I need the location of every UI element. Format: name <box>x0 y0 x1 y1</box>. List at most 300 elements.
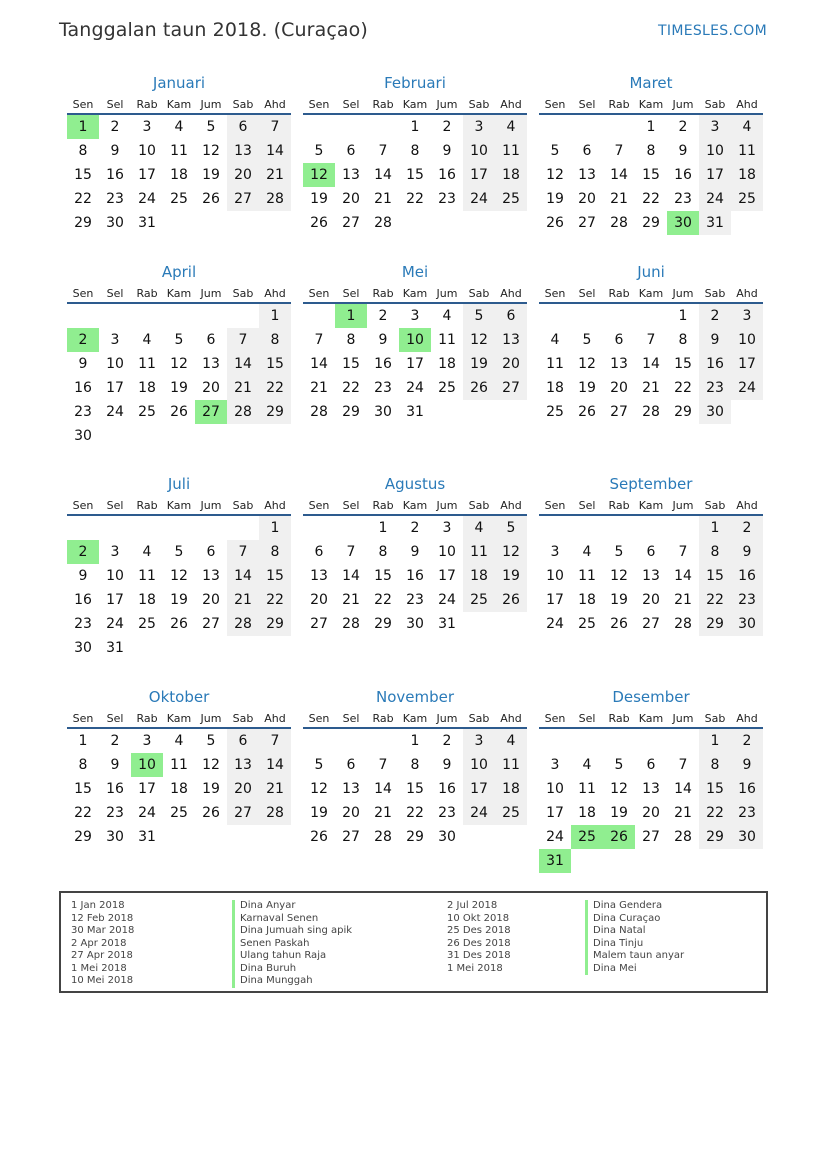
day-cell: 12 <box>495 540 527 564</box>
day-cell: 7 <box>259 729 291 753</box>
day-cell: 26 <box>610 616 628 632</box>
weekday-label: Kam <box>402 499 428 512</box>
day-cell: 13 <box>578 167 596 183</box>
day-cell: 11 <box>138 568 156 584</box>
day-cell: 22 <box>259 588 291 612</box>
day-cell: 25 <box>463 588 495 612</box>
empty-cell <box>131 516 163 540</box>
day-cell: 20 <box>202 592 220 608</box>
holiday-day-cell: 31 <box>539 849 571 873</box>
day-cell: 3 <box>142 119 152 135</box>
day-cell: 27 <box>642 616 660 632</box>
day-cell: 3 <box>463 115 495 139</box>
day-cell: 31 <box>406 404 424 420</box>
day-cell: 1 <box>699 729 731 753</box>
day-cell: 8 <box>699 753 731 777</box>
day-cell: 23 <box>406 592 424 608</box>
day-cell: 15 <box>406 167 424 183</box>
weekday-label: Sen <box>72 499 94 512</box>
day-cell: 12 <box>202 143 220 159</box>
day-cell: 3 <box>142 733 152 749</box>
day-cell: 14 <box>259 753 291 777</box>
day-cell: 17 <box>546 805 564 821</box>
day-cell: 21 <box>374 191 392 207</box>
legend-holiday-name: Ulang tahun Raja <box>232 950 352 963</box>
day-cell: 21 <box>674 805 692 821</box>
weekday-label: Sab <box>232 499 254 512</box>
empty-cell <box>227 516 259 540</box>
day-cell: 18 <box>731 163 763 187</box>
day-cell: 30 <box>438 829 456 845</box>
day-cell: 5 <box>495 516 527 540</box>
weekday-label: Rab <box>372 98 394 111</box>
empty-cell <box>571 115 603 139</box>
day-cell: 22 <box>74 191 92 207</box>
day-cell: 26 <box>310 829 328 845</box>
day-cell: 2 <box>378 308 388 324</box>
day-cell: 2 <box>110 733 120 749</box>
day-cell: 13 <box>202 568 220 584</box>
day-cell: 15 <box>259 564 291 588</box>
weekday-label: Rab <box>608 287 630 300</box>
day-cell: 11 <box>578 568 596 584</box>
day-cell: 29 <box>342 404 360 420</box>
legend-date: 1 Mei 2018 <box>447 962 503 974</box>
weekday-label: Sen <box>308 712 330 725</box>
day-cell: 13 <box>202 356 220 372</box>
day-cell: 16 <box>74 592 92 608</box>
day-cell: 15 <box>699 777 731 801</box>
day-cell: 26 <box>310 215 328 231</box>
weekday-label: Sel <box>342 287 360 300</box>
day-cell: 19 <box>310 805 328 821</box>
day-grid <box>539 304 763 424</box>
empty-cell <box>227 304 259 328</box>
day-cell: 8 <box>678 332 688 348</box>
day-cell: 24 <box>546 616 564 632</box>
holiday-day-cell: 2 <box>67 540 99 564</box>
day-cell: 14 <box>674 568 692 584</box>
weekday-label: Jum <box>436 499 458 512</box>
day-cell: 21 <box>674 592 692 608</box>
day-cell: 30 <box>699 400 731 424</box>
day-cell: 27 <box>310 616 328 632</box>
day-cell: 5 <box>614 544 624 560</box>
day-cell: 6 <box>346 143 356 159</box>
day-cell: 16 <box>374 356 392 372</box>
day-cell: 17 <box>138 781 156 797</box>
day-cell: 14 <box>374 167 392 183</box>
month-name: Maret <box>629 74 673 92</box>
day-cell: 7 <box>378 757 388 773</box>
day-cell: 23 <box>106 805 124 821</box>
weekday-label: Kam <box>638 712 664 725</box>
empty-cell <box>635 516 667 540</box>
month-agustus <box>303 473 527 636</box>
day-cell: 24 <box>106 616 124 632</box>
day-cell: 10 <box>463 139 495 163</box>
day-cell: 19 <box>202 167 220 183</box>
day-cell: 29 <box>699 612 731 636</box>
day-cell: 4 <box>142 332 152 348</box>
weekday-label: Jum <box>436 712 458 725</box>
day-cell: 22 <box>699 801 731 825</box>
weekday-label: Sen <box>72 712 94 725</box>
day-cell: 12 <box>170 568 188 584</box>
day-cell: 24 <box>138 805 156 821</box>
day-cell: 4 <box>495 115 527 139</box>
day-cell: 26 <box>202 805 220 821</box>
day-cell: 18 <box>170 781 188 797</box>
weekday-label: Sab <box>468 98 490 111</box>
day-cell: 10 <box>106 568 124 584</box>
weekday-label: Rab <box>608 499 630 512</box>
day-cell: 22 <box>674 380 692 396</box>
empty-cell <box>335 115 367 139</box>
day-cell: 31 <box>106 640 124 656</box>
day-cell: 4 <box>463 516 495 540</box>
day-cell: 20 <box>202 380 220 396</box>
day-cell: 30 <box>106 215 124 231</box>
day-cell: 2 <box>678 119 688 135</box>
empty-cell <box>303 304 335 328</box>
day-cell: 16 <box>731 564 763 588</box>
day-cell: 2 <box>442 733 452 749</box>
weekday-label: Kam <box>638 287 664 300</box>
day-cell: 11 <box>438 332 456 348</box>
day-cell: 19 <box>546 191 564 207</box>
weekday-label: Sel <box>342 499 360 512</box>
weekday-label: Ahd <box>500 287 522 300</box>
empty-cell <box>571 516 603 540</box>
weekday-label: Sel <box>342 98 360 111</box>
day-cell: 2 <box>410 520 420 536</box>
day-cell: 23 <box>731 801 763 825</box>
day-cell: 29 <box>699 825 731 849</box>
day-cell: 25 <box>495 801 527 825</box>
legend-date: 26 Des 2018 <box>447 937 511 949</box>
holiday-day-cell: 10 <box>131 753 163 777</box>
weekday-label: Ahd <box>500 499 522 512</box>
day-cell: 21 <box>227 588 259 612</box>
day-cell: 14 <box>227 564 259 588</box>
empty-cell <box>367 729 399 753</box>
day-cell: 5 <box>314 757 324 773</box>
page-title: Tanggalan taun 2018. (Curaçao) <box>59 19 368 41</box>
day-cell: 20 <box>227 163 259 187</box>
day-cell: 31 <box>138 829 156 845</box>
weekday-label: Rab <box>136 98 158 111</box>
empty-cell <box>335 729 367 753</box>
day-cell: 25 <box>546 404 564 420</box>
empty-cell <box>667 516 699 540</box>
holiday-day-cell: 10 <box>399 328 431 352</box>
day-cell: 27 <box>610 404 628 420</box>
empty-cell <box>99 304 131 328</box>
day-cell: 1 <box>699 516 731 540</box>
day-cell: 10 <box>463 753 495 777</box>
day-cell: 6 <box>646 757 656 773</box>
day-cell: 6 <box>582 143 592 159</box>
day-cell: 23 <box>74 616 92 632</box>
day-cell: 9 <box>442 143 452 159</box>
empty-cell <box>539 115 571 139</box>
legend-date: 27 Apr 2018 <box>71 950 133 961</box>
day-cell: 18 <box>463 564 495 588</box>
weekday-label: Sab <box>468 287 490 300</box>
day-cell: 1 <box>78 733 88 749</box>
weekday-label: Kam <box>166 287 192 300</box>
day-cell: 28 <box>227 400 259 424</box>
day-cell: 8 <box>346 332 356 348</box>
month-juli <box>67 473 291 660</box>
day-cell: 31 <box>138 215 156 231</box>
day-cell: 30 <box>731 825 763 849</box>
day-cell: 20 <box>310 592 328 608</box>
day-cell: 17 <box>438 568 456 584</box>
weekday-label: Ahd <box>264 712 286 725</box>
day-cell: 6 <box>495 304 527 328</box>
day-cell: 11 <box>495 753 527 777</box>
day-cell: 9 <box>110 757 120 773</box>
day-grid <box>539 115 763 235</box>
day-cell: 4 <box>442 308 452 324</box>
empty-cell <box>67 304 99 328</box>
day-cell: 19 <box>610 592 628 608</box>
day-cell: 26 <box>170 404 188 420</box>
day-cell: 13 <box>495 328 527 352</box>
day-cell: 5 <box>206 733 216 749</box>
weekday-label: Sel <box>106 98 124 111</box>
day-cell: 15 <box>374 568 392 584</box>
weekday-label: Sen <box>308 499 330 512</box>
day-cell: 16 <box>74 380 92 396</box>
day-cell: 31 <box>699 211 731 235</box>
day-cell: 3 <box>410 308 420 324</box>
empty-cell <box>195 516 227 540</box>
legend-date: 10 Okt 2018 <box>447 912 510 924</box>
legend-holiday-name: Dina Curaçao <box>585 913 684 926</box>
empty-cell <box>603 304 635 328</box>
day-cell: 27 <box>642 829 660 845</box>
day-cell: 1 <box>678 308 688 324</box>
day-cell: 14 <box>259 139 291 163</box>
day-cell: 20 <box>342 191 360 207</box>
weekday-label: Sab <box>232 712 254 725</box>
weekday-label: Rab <box>372 712 394 725</box>
day-cell: 9 <box>678 143 688 159</box>
day-cell: 29 <box>642 215 660 231</box>
day-cell: 17 <box>138 167 156 183</box>
empty-cell <box>303 115 335 139</box>
empty-cell <box>367 115 399 139</box>
day-cell: 9 <box>731 753 763 777</box>
day-cell: 29 <box>74 829 92 845</box>
day-cell: 2 <box>731 729 763 753</box>
weekday-header <box>303 94 527 115</box>
day-cell: 14 <box>610 167 628 183</box>
day-cell: 11 <box>170 757 188 773</box>
day-cell: 6 <box>206 544 216 560</box>
day-cell: 13 <box>642 781 660 797</box>
empty-cell <box>635 304 667 328</box>
day-cell: 30 <box>406 616 424 632</box>
empty-cell <box>635 729 667 753</box>
day-cell: 21 <box>259 163 291 187</box>
day-cell: 9 <box>110 143 120 159</box>
day-cell: 19 <box>310 191 328 207</box>
day-cell: 28 <box>227 612 259 636</box>
month-februari <box>303 72 527 235</box>
day-cell: 15 <box>406 781 424 797</box>
day-cell: 3 <box>110 544 120 560</box>
day-cell: 10 <box>699 139 731 163</box>
day-cell: 23 <box>438 191 456 207</box>
day-cell: 25 <box>170 805 188 821</box>
legend-date: 30 Mar 2018 <box>71 925 135 936</box>
day-cell: 15 <box>674 356 692 372</box>
brand-link[interactable]: TIMESLES.COM <box>658 23 767 39</box>
empty-cell <box>163 304 195 328</box>
weekday-label: Sab <box>704 98 726 111</box>
empty-cell <box>335 516 367 540</box>
weekday-label: Kam <box>166 98 192 111</box>
month-desember <box>539 686 763 873</box>
day-cell: 18 <box>138 592 156 608</box>
legend-names-col-1 <box>232 900 352 988</box>
day-cell: 14 <box>227 352 259 376</box>
day-cell: 19 <box>170 592 188 608</box>
day-grid <box>303 304 527 424</box>
day-cell: 19 <box>578 380 596 396</box>
empty-cell <box>603 729 635 753</box>
day-cell: 12 <box>578 356 596 372</box>
weekday-label: Sab <box>232 98 254 111</box>
day-cell: 22 <box>642 191 660 207</box>
day-cell: 8 <box>78 143 88 159</box>
day-cell: 23 <box>731 588 763 612</box>
day-cell: 10 <box>546 568 564 584</box>
day-cell: 25 <box>731 187 763 211</box>
day-cell: 6 <box>346 757 356 773</box>
weekday-label: Jum <box>200 712 222 725</box>
empty-cell <box>303 729 335 753</box>
day-cell: 7 <box>378 143 388 159</box>
weekday-label: Ahd <box>500 98 522 111</box>
month-november <box>303 686 527 849</box>
day-cell: 24 <box>106 404 124 420</box>
day-cell: 9 <box>78 356 88 372</box>
weekday-label: Sab <box>704 287 726 300</box>
holiday-legend <box>59 891 768 993</box>
legend-dates-col-2 <box>447 900 511 975</box>
day-grid <box>67 516 291 660</box>
empty-cell <box>667 729 699 753</box>
day-cell: 15 <box>259 352 291 376</box>
legend-date: 31 Des 2018 <box>447 950 511 961</box>
day-cell: 13 <box>610 356 628 372</box>
day-cell: 4 <box>550 332 560 348</box>
day-cell: 5 <box>550 143 560 159</box>
legend-holiday-name: Dina Anyar <box>232 900 352 913</box>
month-name: September <box>609 475 693 493</box>
day-cell: 2 <box>731 516 763 540</box>
weekday-label: Sab <box>468 712 490 725</box>
weekday-header <box>67 708 291 729</box>
weekday-label: Sel <box>578 287 596 300</box>
day-grid <box>539 729 763 873</box>
day-cell: 11 <box>495 139 527 163</box>
day-cell: 1 <box>410 733 420 749</box>
day-cell: 2 <box>110 119 120 135</box>
legend-date: 25 Des 2018 <box>447 925 511 936</box>
month-name: Juni <box>637 263 665 281</box>
weekday-label: Sel <box>578 499 596 512</box>
day-cell: 18 <box>578 592 596 608</box>
day-cell: 21 <box>610 191 628 207</box>
day-cell: 23 <box>374 380 392 396</box>
weekday-label: Ahd <box>500 712 522 725</box>
day-cell: 28 <box>310 404 328 420</box>
month-mei <box>303 261 527 424</box>
day-cell: 4 <box>495 729 527 753</box>
weekday-label: Sel <box>578 98 596 111</box>
day-cell: 3 <box>731 304 763 328</box>
day-cell: 28 <box>259 187 291 211</box>
day-cell: 5 <box>206 119 216 135</box>
day-cell: 17 <box>463 163 495 187</box>
day-cell: 18 <box>578 805 596 821</box>
empty-cell <box>539 516 571 540</box>
day-cell: 3 <box>550 757 560 773</box>
day-cell: 9 <box>378 332 388 348</box>
weekday-header <box>67 94 291 115</box>
weekday-label: Ahd <box>736 98 758 111</box>
day-cell: 2 <box>442 119 452 135</box>
day-cell: 23 <box>74 404 92 420</box>
legend-holiday-name: Dina Natal <box>585 925 684 938</box>
day-cell: 24 <box>406 380 424 396</box>
legend-date: 2 Jul 2018 <box>447 900 498 911</box>
day-cell: 28 <box>674 616 692 632</box>
weekday-label: Ahd <box>264 98 286 111</box>
weekday-label: Sen <box>544 287 566 300</box>
day-cell: 18 <box>438 356 456 372</box>
day-cell: 5 <box>174 332 184 348</box>
day-cell: 28 <box>374 829 392 845</box>
month-april <box>67 261 291 448</box>
day-cell: 14 <box>374 781 392 797</box>
day-cell: 9 <box>731 540 763 564</box>
day-cell: 11 <box>463 540 495 564</box>
day-cell: 5 <box>174 544 184 560</box>
day-grid <box>303 115 527 235</box>
month-name: Januari <box>152 74 206 92</box>
legend-holiday-name: Senen Paskah <box>232 938 352 951</box>
weekday-label: Sab <box>232 287 254 300</box>
day-cell: 4 <box>174 119 184 135</box>
day-cell: 28 <box>374 215 392 231</box>
day-cell: 7 <box>678 757 688 773</box>
day-cell: 24 <box>463 187 495 211</box>
day-cell: 14 <box>674 781 692 797</box>
legend-holiday-name: Malem taun anyar <box>585 950 684 963</box>
day-cell: 20 <box>495 352 527 376</box>
day-cell: 7 <box>227 540 259 564</box>
legend-date: 10 Mei 2018 <box>71 975 134 986</box>
day-cell: 8 <box>699 540 731 564</box>
month-september <box>539 473 763 636</box>
